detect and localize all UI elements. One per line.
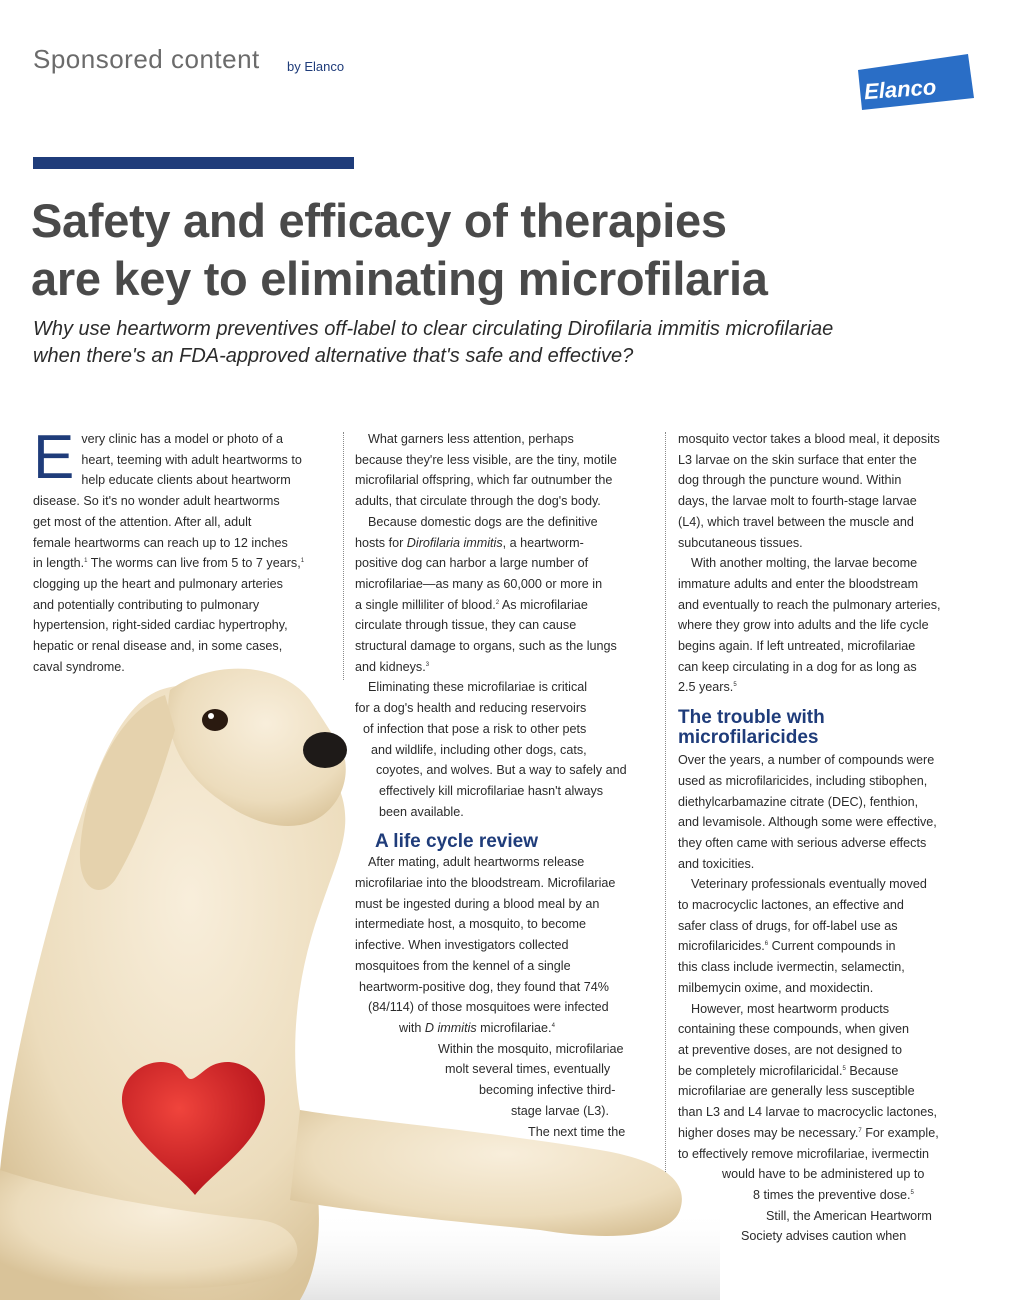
title-rule [33,157,354,169]
paragraph: What garners less attention, perhaps because they're less visible, are the tiny, motile microfilarial offspring, which far outnumber the adults, that circulate through the dog's body. Because domestic dogs are the definitive hosts for Dirofilaria immitis, a heartworm- positive dog can harbor a large number of microfilariae—as many as 60,000 or more in a single milliliter of blood.$^2$ As microfilariae circulate through tissue, they can cause structural damage to organs, such as the lungs and kidneys.$^3$ Eliminating these microfilariae is critical for a dog's health and reducing reservoirs of infection that pose a risk to other pets and wildlife, including other dogs, cats, coyotes, and wolves. But a way to safely and effectively kill microfilariae hasn't always been available. [355,432,627,819]
section-heading-microfilaricides: The trouble with microfilaricides [678,707,825,749]
logo-text: Elanco [863,74,937,105]
paragraph: Over the years, a number of compounds were used as microfilaricides, including stibophen, diethylcarbamazine citrate (DEC), fenthion, and levamisole. Although some were effective, they often came with serious adverse effects and toxicities. Veterinary professionals eventually moved to macrocyclic lactones, an effective and safer class of drugs, for off-label use as microfilaricides.$^6$ Current compounds in this class include ivermectin, selamectin, milbemycin oxime, and moxidectin. However, most heartworm products containing these compounds, when given at preventive doses, are not designed to be completely microfilaricidal.$^5$ Because microfilariae are generally less susceptible than L3 and L4 larvae to macrocyclic lactones, higher doses may be necessary.$^7$ For example, to effectively remove microfilariae, ivermectin would have to be administered up to 8 times the preventive dose.$^5$ Still, the American Heartworm Society advises caution when [678,753,939,1244]
subtitle-line-1: Why use heartworm preventives off-label to clear circulating Dirofilaria immitis microfilariae [33,318,834,340]
paragraph: mosquito vector takes a blood meal, it deposits L3 larvae on the skin surface that enter the dog through the puncture wound. Within days, the larvae molt to fourth-stage larvae (L4), which travel between the muscle and subcutaneous tissues. With another molting, the larvae become immature adults and enter the bloodstream and eventually to reach the pulmonary arteries, where they grow into adults and the life cycle begins again. If left untreated, microfilariae can keep circulating in a dog for as long as 2.5 years.$^5$ [678,432,941,695]
article-column-2 [355,429,650,1142]
subtitle-line-2: when there's an FDA-approved alternative that's safe and effective? [33,345,634,367]
paragraph: After mating, adult heartworms release microfilariae into the bloodstream. Microfilariae must be ingested during a blood meal by an intermediate host, a mosquito, to become infective. When investigators collected mosquitoes from the kennel of a single heartworm-positive dog, they found that 74% (84/114) of those mosquitoes were infected with D immitis microfilariae.$^4$ Within the mosquito, microfilariae molt several times, eventually becoming infective third- stage larvae (L3). The next time the [355,855,626,1139]
title-line-1: Safety and efficacy of therapies [31,194,727,247]
title-line-2: are key to eliminating microfilaria [31,252,768,305]
drop-cap: E [33,423,75,492]
dog-nose [303,732,347,768]
article-column-3 [678,429,973,1247]
section-heading-life-cycle: A life cycle review [375,831,539,853]
column-divider [343,432,345,680]
article-title [31,192,991,308]
paragraph-intro: very clinic has a model or photo of a heart, teeming with adult heartworms to help educate clients about heartworm disease. So it's no wonder adult heartworms get most of the attention. After all, adult female heartworms can reach up to 12 inches in length.$^1$ The worms can live from 5 to 7 years,$^1$ clogging up the heart and pulmonary arteries and potentially contributing to pulmonary hypertension, right-sided cardiac hypertrophy, hepatic or renal disease and, in some cases, caval syndrome. [33,432,305,674]
elanco-logo [850,52,974,112]
dog-eye [202,709,228,731]
article-subtitle [33,316,983,370]
article-column-1 [33,423,333,677]
column-divider [665,432,667,1172]
sponsored-content-label: Sponsored content [33,44,260,74]
byline: by Elanco [287,59,345,74]
